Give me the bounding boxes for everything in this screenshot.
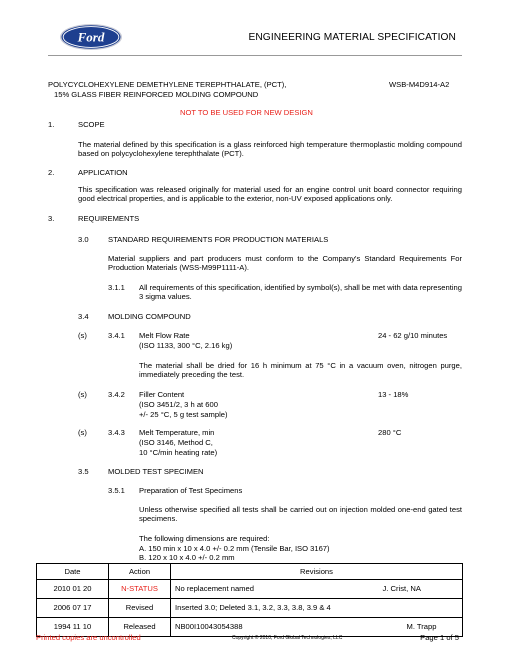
section-3-4-1-number: 3.4.1 (108, 331, 125, 340)
section-2-title: APPLICATION (78, 168, 128, 177)
section-3-4-title: MOLDING COMPOUND (108, 312, 191, 321)
revision-action: Revised (109, 599, 171, 618)
section-2-number: 2. (48, 168, 55, 177)
svg-text:Ford: Ford (77, 29, 105, 45)
section-3-1-1-text: All requirements of this specification, identified by symbol(s), shall be met with data representing 3 sigma values. (139, 283, 462, 302)
revision-text: NB00I10043054388 (175, 622, 243, 632)
section-3-4-2-method-line2: +/- 25 °C, 5 g test sample) (139, 410, 228, 419)
revision-author: M. Trapp (406, 622, 437, 632)
ford-logo (59, 23, 123, 51)
section-3-4-2-title: Filler Content (139, 390, 185, 399)
section-3-4-2-value: 13 - 18% (378, 390, 409, 399)
column-header-action: Action (109, 564, 171, 580)
section-3-5-number: 3.5 (78, 467, 89, 476)
header-divider (48, 55, 462, 56)
doc-title-line2: 15% GLASS FIBER REINFORCED MOLDING COMPOUND (54, 90, 259, 99)
footer-page-number: Page 1 of 5 (420, 633, 459, 642)
dimensions-intro: The following dimensions are required: (139, 534, 270, 543)
page-title: ENGINEERING MATERIAL SPECIFICATION (248, 32, 456, 43)
section-3-5-1-number: 3.5.1 (108, 486, 125, 495)
section-3-4-1-symbol: (s) (78, 331, 87, 340)
section-3-4-3-title: Melt Temperature, min (139, 428, 215, 437)
revision-text: No replacement named (175, 584, 254, 594)
section-1-number: 1. (48, 120, 55, 129)
section-3-5-1-title: Preparation of Test Specimens (139, 486, 243, 495)
spec-number: WSB-M4D914-A2 (389, 80, 450, 89)
revision-description (171, 599, 463, 618)
design-notice: NOT TO BE USED FOR NEW DESIGN (180, 108, 313, 117)
section-3-4-1-value: 24 - 62 g/10 minutes (378, 331, 448, 340)
section-3-0-number: 3.0 (78, 235, 89, 244)
revision-date: 1994 11 10 (37, 618, 109, 637)
doc-title-line1: POLYCYCLOHEXYLENE DEMETHYLENE TEREPHTHALATE, (PCT), (48, 80, 287, 89)
revision-description (171, 580, 463, 599)
revision-text: Inserted 3.0; Deleted 3.1, 3.2, 3.3, 3.8, 3.9 & 4 (175, 603, 331, 613)
section-3-5-1-text: Unless otherwise specified all tests shall be carried out on injection molded one-end gated test specimens. (139, 505, 462, 524)
section-3-4-1-method: (ISO 1133, 300 °C, 2.16 kg) (139, 341, 233, 350)
section-3-4-3-method-line1: (ISO 3146, Method C, (139, 438, 213, 447)
revision-table-header (37, 564, 463, 580)
section-3-4-2-symbol: (s) (78, 390, 87, 399)
revision-date: 2010 01 20 (37, 580, 109, 599)
column-header-date: Date (37, 564, 109, 580)
section-3-5-title: MOLDED TEST SPECIMEN (108, 467, 204, 476)
section-3-4-2-method-line1: (ISO 3451/2, 3 h at 600 (139, 400, 218, 409)
table-row (37, 580, 463, 599)
revision-action: N-STATUS (109, 580, 171, 599)
footer-copyright: Copyright © 2010, Ford Global Technologies, LLC (232, 635, 343, 641)
footer-uncontrolled-note: Printed copies are uncontrolled (36, 633, 141, 642)
revision-date: 2006 07 17 (37, 599, 109, 618)
section-1-text: The material defined by this specification is a glass reinforced high temperature thermoplastic molding compound based on polycyclohexylene terephthalate (PCT). (78, 140, 462, 159)
revision-table (36, 563, 463, 637)
dimension-a: A. 150 min x 10 x 4.0 +/- 0.2 mm (Tensile Bar, ISO 3167) (139, 544, 330, 553)
section-3-4-3-symbol: (s) (78, 428, 87, 437)
section-3-4-1-note: The material shall be dried for 16 h minimum at 75 °C in a vacuum oven, nitrogen purge, immediately preceding the test. (139, 361, 462, 380)
section-3-1-1-number: 3.1.1 (108, 283, 125, 292)
column-header-revisions: Revisions (171, 564, 463, 580)
section-3-4-3-method-line2: 10 °C/min heating rate) (139, 448, 218, 457)
section-3-0-text: Material suppliers and part producers must conform to the Company's Standard Requirements For Production Materials (WSS-M99P1111-A). (108, 254, 462, 273)
section-3-4-2-number: 3.4.2 (108, 390, 125, 399)
section-3-number: 3. (48, 214, 55, 223)
section-3-4-3-number: 3.4.3 (108, 428, 125, 437)
revision-description (171, 618, 463, 637)
revision-action: Released (109, 618, 171, 637)
section-3-title: REQUIREMENTS (78, 214, 140, 223)
table-row (37, 599, 463, 618)
dimension-b: B. 120 x 10 x 4.0 +/- 0.2 mm (139, 553, 235, 562)
revision-author: J. Crist, NA (382, 584, 421, 594)
section-3-4-number: 3.4 (78, 312, 89, 321)
section-3-4-3-value: 280 °C (378, 428, 402, 437)
section-3-4-1-title: Melt Flow Rate (139, 331, 190, 340)
section-2-text: This specification was released originally for material used for an engine control unit board connector requiring good electrical properties, and is applicable to the exterior, non-UV exposed applications only. (78, 185, 462, 204)
section-3-0-title: STANDARD REQUIREMENTS FOR PRODUCTION MATERIALS (108, 235, 329, 244)
section-1-title: SCOPE (78, 120, 105, 129)
